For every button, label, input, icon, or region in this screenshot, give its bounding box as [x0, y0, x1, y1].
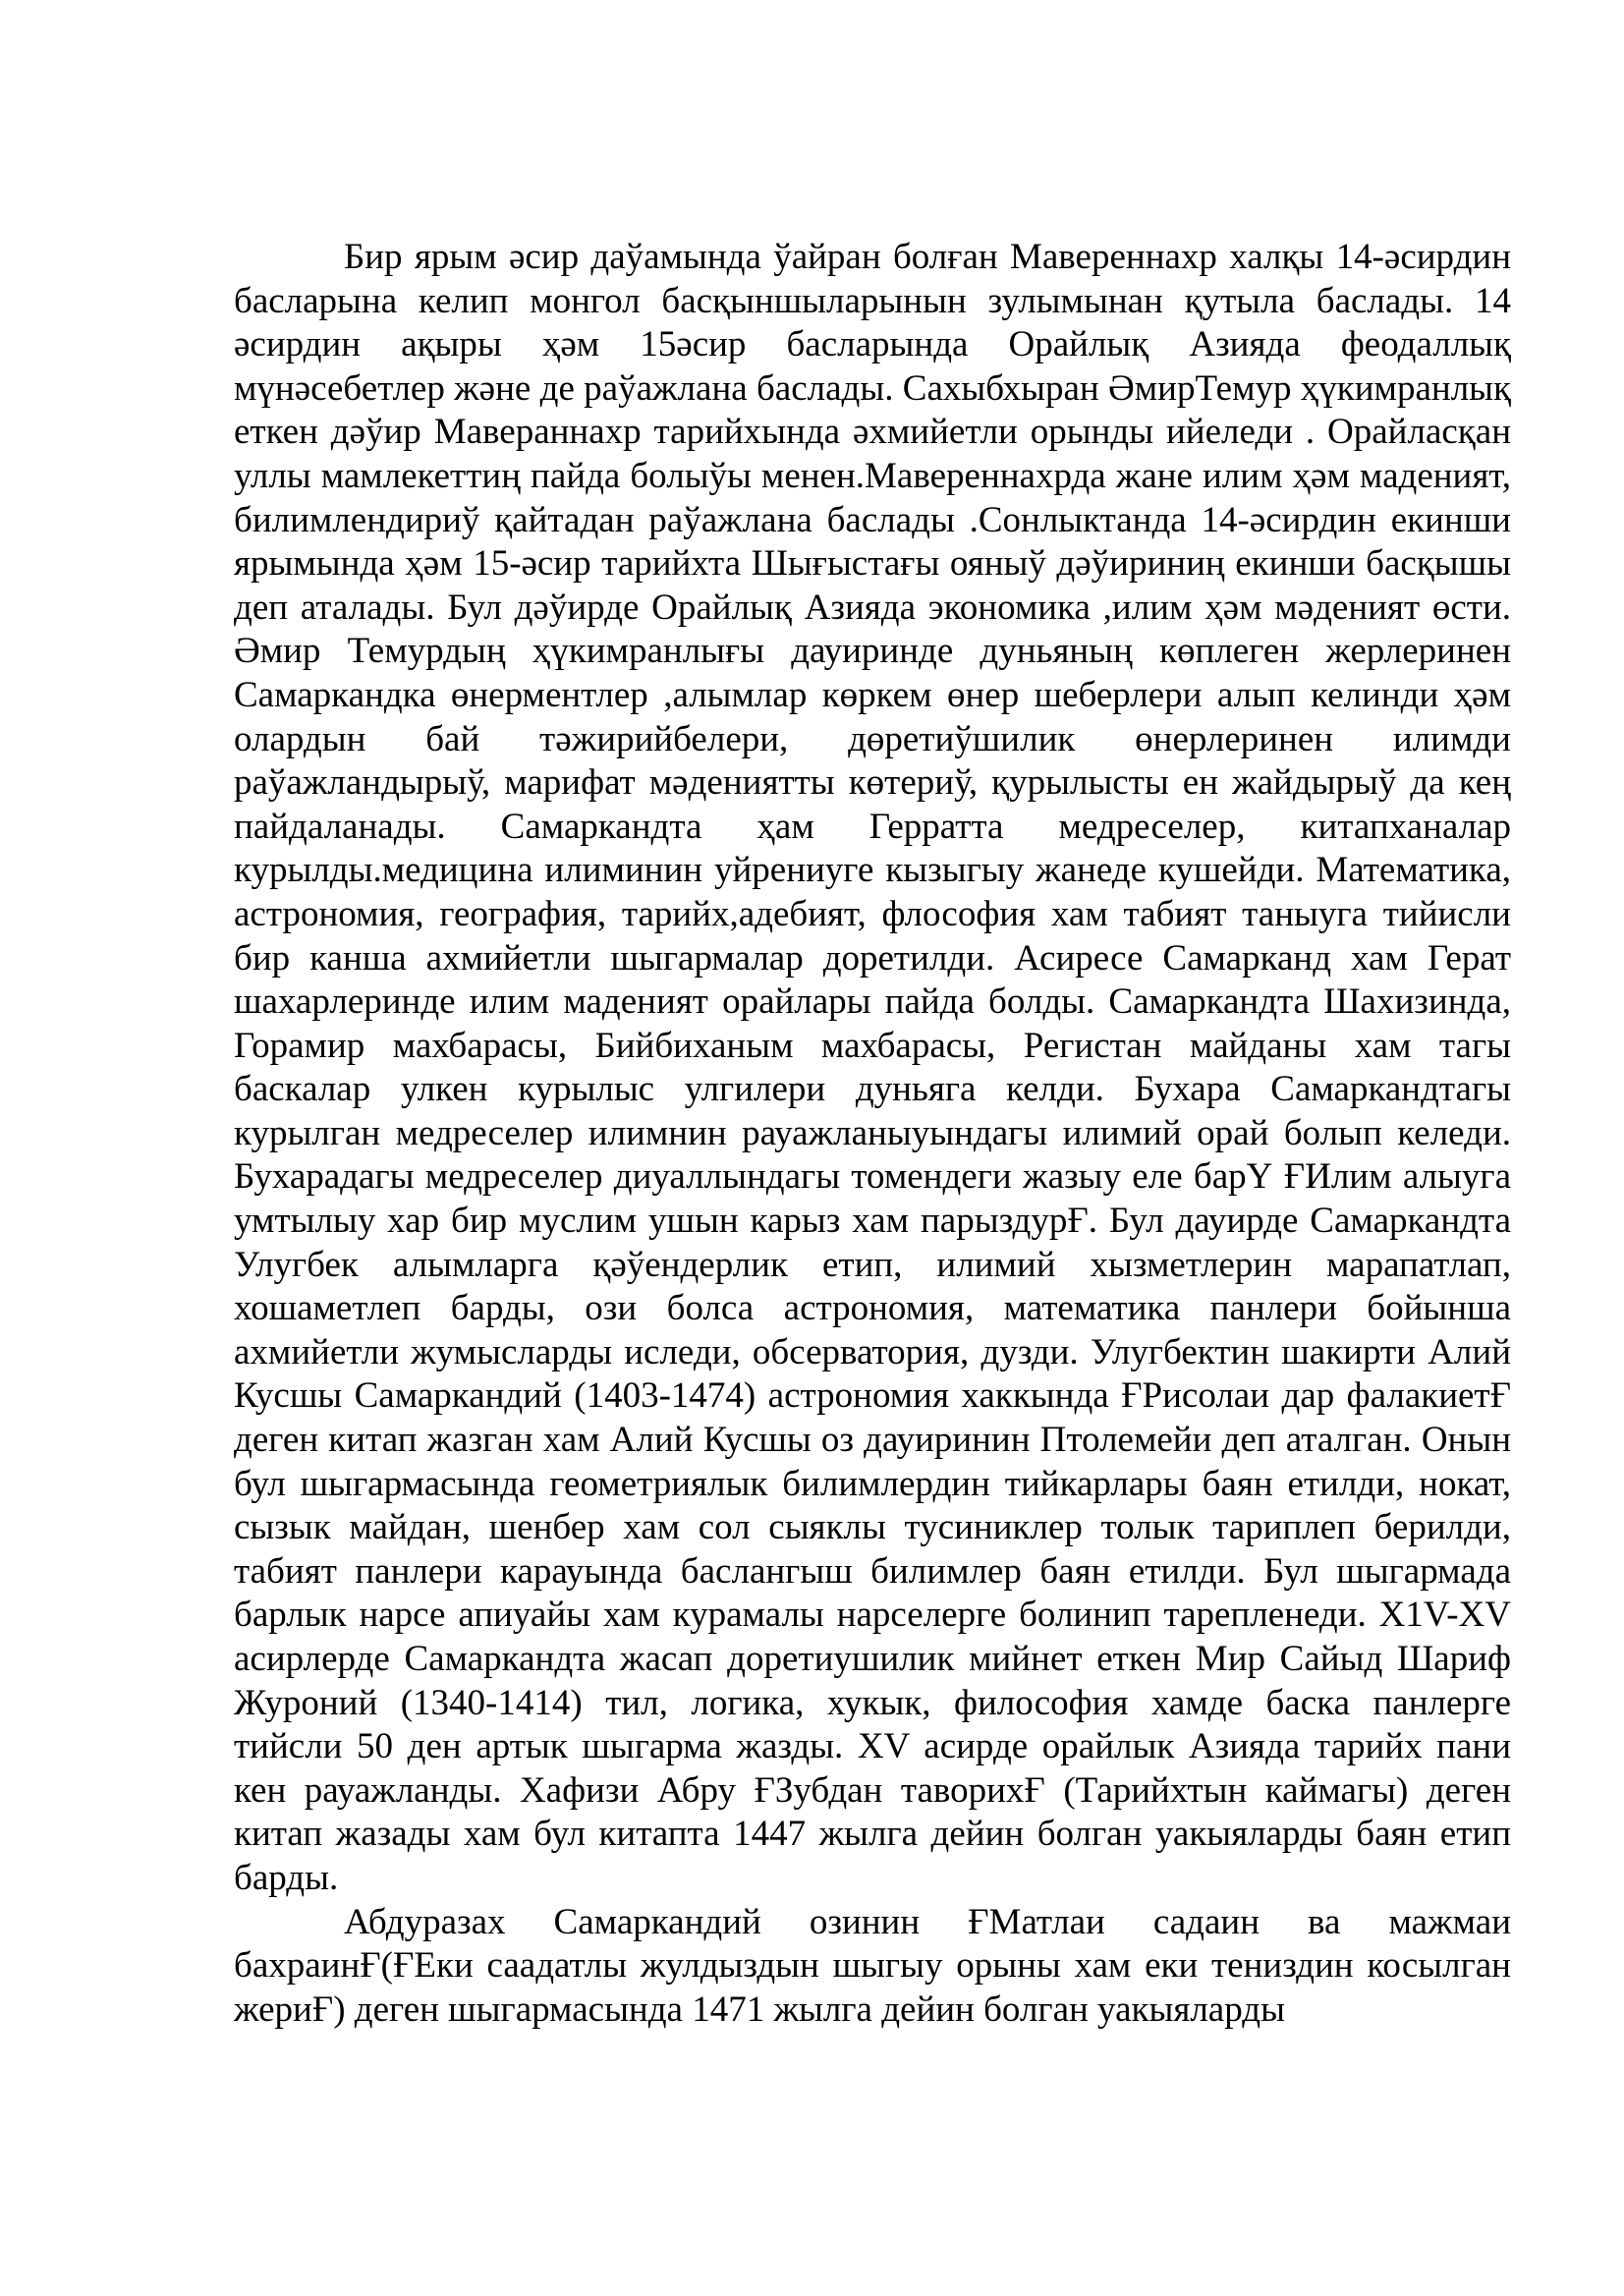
paragraph-1: Бир ярым әсир даўамында ўайран болған Мавереннахр халқы 14-әсирдин басларына келип монгол басқыншыларынын зулымынан қутыла баслады. 14 әсирдин ақыры ҳәм 15әсир басларында Орайлық Азияда феодаллық мүнәсебетлер және де раўажлана баслады. Сахыбхыран ӘмирТемур ҳүкимранлық еткен дәўир Мавераннахр тарийхында әхмийетли орынды ийеледи . Орайласқан уллы мамлекеттиң пайда болыўы менен.Мавереннахрда жане илим ҳәм маденият, билимлендириў қайтадан раўажлана баслады .Сонлыктанда 14-әсирдин екинши ярымында ҳәм 15-әсир тарийхта Шығыстағы ояныў дәўириниң екинши басқышы деп аталады. Бул дәўирде Орайлық Азияда экономика ,илим ҳәм мәдeният өсти. Әмир Темурдың ҳүкимранлығы дауиринде дуньяның көплеген жерлеринен Самаркандка өнерментлер ,алымлар көркем өнер шеберлери алып келинди ҳәм олардын бай тәжирийбелери, дөретиўшилик өнерлеринен илимди раўажландырыў, марифат мәдениятты көтериў, қурылысты ен жайдырыў да кең пайдаланады. Самаркандта ҳам Герратта медреселер, китапханалар курылды.медицина илиминин уйрениуге кызыгыу жанеде кушейди. Математика, астрономия, география, тарийх,адебият, флософия хам табият таныуга тийисли бир канша ахмийетли шыгармалар доретилди. Асиресе Самарканд хам Герат шахарлеринде илим маденият орайлары пайда болды. Самаркандта Шахизинда, Горамир махбарасы, Бийбиханым махбарасы, Регистан майданы хам тагы баскалар улкен курылыс улгилери дуньяга келди. Бухара Самаркандтагы курылган медреселер илимнин рауажланыуындагы илимий орай болып келеди. Бухарадагы медреселер диуаллындагы томендеги жазыу еле барҮ ҒИлим алыуга умтылыу хар бир муслим ушын карыз хам парыздурҒ. Бул дауирде Самаркандта Улугбек алымларга қәўендерлик етип, илимий хызметлерин марапатлап, хошаметлеп барды, ози болса астрономия, математика панлери бойынша ахмийетли жумысларды иследи, обсерватория, дузди. Улугбектин шакирти Алий Кусшы Самаркандий (1403-1474) астрономия хаккында ҒРисолаи дар фалакиетҒ деген китап жазган хам Алий Кусшы оз дауиринин Птолемейи деп аталган. Онын бул шыгармасында геометриялык билимлердин тийкарлары баян етилди, нокат, сызык майдан, шенбер хам сол сыяклы тусиниклер толык тариплеп берилди, табият панлери карауында баслангыш билимлер баян етилди. Бул шыгармада барлык нарсе апиуайы хам курамалы нарселерге болинип тарепленеди. Х1V-ХV асирлерде Самаркандта жасап доретиушилик мийнет еткен Мир Сайыд Шариф Журоний (1340-1414) тил, логика, хукык, философия хамде баска панлерге тийсли 50 ден артык шыгарма жазды. ХV асирде орайлык Азияда тарийх пани кен рауажланды. Хафизи Абру ҒЗубдан таворихҒ (Тарийхтын каймагы) деген китап жазады хам бул китапта 1447 жылга дейин болган уакыяларды баян етип барды. [234, 237, 1511, 1898]
paragraph-2: Абдуразах Самаркандий озинин ҒМатлаи садаин ва мажмаи бахраинҒ(ҒЕки саадатлы жулдыздын шыгыу орыны хам еки тениздин косылган жериҒ) деген шыгармасында 1471 жылга дейин болган уакыяларды [234, 1901, 1511, 2030]
document-body [234, 236, 1511, 2032]
